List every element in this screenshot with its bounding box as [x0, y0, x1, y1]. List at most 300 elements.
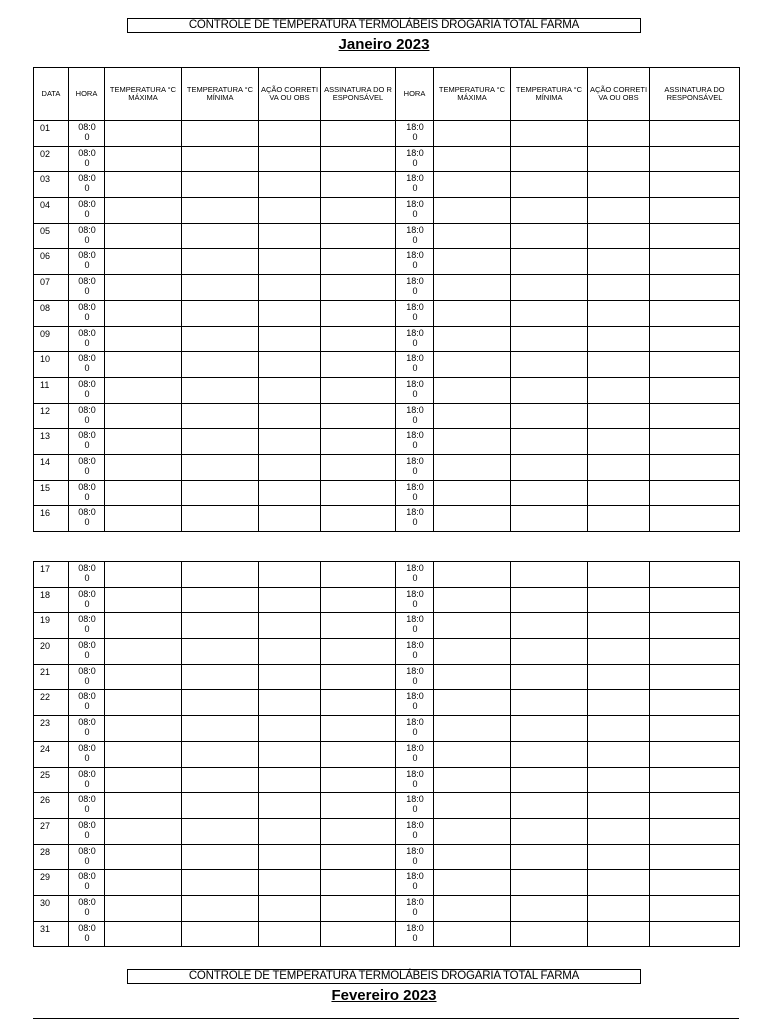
assinatura-cell-2[interactable] — [650, 275, 740, 301]
assinatura-cell-2[interactable] — [650, 352, 740, 378]
assinatura-cell[interactable] — [321, 818, 396, 844]
assinatura-cell[interactable] — [321, 506, 396, 532]
assinatura-cell[interactable] — [321, 741, 396, 767]
temp-min-cell-2[interactable] — [511, 716, 588, 742]
acao-cell-2[interactable] — [588, 664, 650, 690]
hora-cell: 08:00 — [69, 275, 105, 301]
temp-min-cell-2[interactable] — [511, 326, 588, 352]
assinatura-cell-2[interactable] — [650, 716, 740, 742]
temp-min-cell-2[interactable] — [511, 454, 588, 480]
table-row — [34, 275, 740, 301]
day-cell: 02 — [34, 146, 69, 172]
assinatura-cell[interactable] — [321, 716, 396, 742]
table-row — [34, 613, 740, 639]
hora-cell-2: 18:00 — [396, 639, 434, 665]
temp-min-cell[interactable] — [182, 249, 259, 275]
acao-cell-2[interactable] — [588, 690, 650, 716]
acao-cell-2[interactable] — [588, 793, 650, 819]
temp-max-cell-2[interactable] — [434, 587, 511, 613]
table-row — [34, 249, 740, 275]
acao-cell-2[interactable] — [588, 146, 650, 172]
temp-max-cell-2[interactable] — [434, 326, 511, 352]
temp-max-cell-2[interactable] — [434, 480, 511, 506]
temp-min-cell-2[interactable] — [511, 429, 588, 455]
hora-cell: 08:00 — [69, 223, 105, 249]
acao-cell-2[interactable] — [588, 639, 650, 665]
hora-cell: 08:00 — [69, 767, 105, 793]
temp-min-cell[interactable] — [182, 818, 259, 844]
hora-cell-2: 18:00 — [396, 741, 434, 767]
temp-min-cell[interactable] — [182, 377, 259, 403]
assinatura-cell[interactable] — [321, 895, 396, 921]
day-cell: 26 — [34, 793, 69, 819]
temp-min-cell[interactable] — [182, 146, 259, 172]
temp-max-cell[interactable] — [105, 741, 182, 767]
assinatura-cell-2[interactable] — [650, 639, 740, 665]
acao-cell[interactable] — [259, 690, 321, 716]
acao-cell[interactable] — [259, 326, 321, 352]
assinatura-cell[interactable] — [321, 454, 396, 480]
temp-min-cell[interactable] — [182, 844, 259, 870]
temp-min-cell[interactable] — [182, 403, 259, 429]
temp-min-cell[interactable] — [182, 562, 259, 588]
assinatura-cell-2[interactable] — [650, 249, 740, 275]
temp-min-cell-2[interactable] — [511, 818, 588, 844]
day-cell: 29 — [34, 870, 69, 896]
acao-cell[interactable] — [259, 377, 321, 403]
temp-min-cell-2[interactable] — [511, 377, 588, 403]
assinatura-cell-2[interactable] — [650, 198, 740, 224]
hora-cell-2: 18:00 — [396, 921, 434, 947]
temp-min-cell[interactable] — [182, 429, 259, 455]
assinatura-cell-2[interactable] — [650, 223, 740, 249]
temp-max-cell[interactable] — [105, 562, 182, 588]
hora-cell-2: 18:00 — [396, 249, 434, 275]
temp-min-cell-2[interactable] — [511, 793, 588, 819]
hora-cell-2: 18:00 — [396, 664, 434, 690]
acao-cell-2[interactable] — [588, 818, 650, 844]
temp-min-cell[interactable] — [182, 639, 259, 665]
temp-max-cell-2[interactable] — [434, 767, 511, 793]
assinatura-cell-2[interactable] — [650, 793, 740, 819]
assinatura-cell[interactable] — [321, 844, 396, 870]
acao-cell-2[interactable] — [588, 844, 650, 870]
assinatura-cell-2[interactable] — [650, 454, 740, 480]
temp-min-cell-2[interactable] — [511, 741, 588, 767]
temp-max-cell-2[interactable] — [434, 506, 511, 532]
temp-min-cell-2[interactable] — [511, 146, 588, 172]
temp-max-cell[interactable] — [105, 844, 182, 870]
temp-max-cell[interactable] — [105, 793, 182, 819]
hora-cell-2: 18:00 — [396, 300, 434, 326]
temp-max-cell-2[interactable] — [434, 844, 511, 870]
col-header-assinatura: ASSINATURA DO RESPONSÁVEL — [321, 68, 396, 121]
temp-max-cell[interactable] — [105, 377, 182, 403]
temp-min-cell[interactable] — [182, 793, 259, 819]
acao-cell[interactable] — [259, 480, 321, 506]
assinatura-cell-2[interactable] — [650, 429, 740, 455]
temp-max-cell[interactable] — [105, 870, 182, 896]
assinatura-cell-2[interactable] — [650, 326, 740, 352]
hora-cell-2: 18:00 — [396, 818, 434, 844]
col-header-temp-max-2: TEMPERATURA °C MÁXIMA — [434, 68, 511, 121]
temp-max-cell-2[interactable] — [434, 921, 511, 947]
temp-min-cell[interactable] — [182, 690, 259, 716]
hora-cell-2: 18:00 — [396, 767, 434, 793]
temp-max-cell[interactable] — [105, 818, 182, 844]
temp-min-cell[interactable] — [182, 352, 259, 378]
acao-cell[interactable] — [259, 793, 321, 819]
temp-min-cell[interactable] — [182, 326, 259, 352]
acao-cell-2[interactable] — [588, 326, 650, 352]
temp-min-cell-2[interactable] — [511, 121, 588, 147]
temp-max-cell[interactable] — [105, 921, 182, 947]
temp-min-cell-2[interactable] — [511, 480, 588, 506]
acao-cell-2[interactable] — [588, 121, 650, 147]
acao-cell[interactable] — [259, 249, 321, 275]
temp-max-cell-2[interactable] — [434, 613, 511, 639]
table-row — [34, 716, 740, 742]
assinatura-cell[interactable] — [321, 664, 396, 690]
temp-max-cell[interactable] — [105, 249, 182, 275]
acao-cell[interactable] — [259, 587, 321, 613]
assinatura-cell-2[interactable] — [650, 613, 740, 639]
acao-cell-2[interactable] — [588, 454, 650, 480]
temp-min-cell-2[interactable] — [511, 664, 588, 690]
assinatura-cell[interactable] — [321, 613, 396, 639]
temp-min-cell-2[interactable] — [511, 844, 588, 870]
assinatura-cell-2[interactable] — [650, 587, 740, 613]
day-cell: 15 — [34, 480, 69, 506]
temp-max-cell-2[interactable] — [434, 249, 511, 275]
temp-min-cell-2[interactable] — [511, 223, 588, 249]
table-header-row — [34, 68, 740, 121]
assinatura-cell[interactable] — [321, 146, 396, 172]
temp-max-cell[interactable] — [105, 300, 182, 326]
table-row — [34, 480, 740, 506]
temp-max-cell-2[interactable] — [434, 429, 511, 455]
temp-min-cell-2[interactable] — [511, 506, 588, 532]
assinatura-cell[interactable] — [321, 223, 396, 249]
temp-min-cell[interactable] — [182, 172, 259, 198]
assinatura-cell-2[interactable] — [650, 741, 740, 767]
acao-cell[interactable] — [259, 454, 321, 480]
acao-cell[interactable] — [259, 639, 321, 665]
acao-cell-2[interactable] — [588, 921, 650, 947]
table-row — [34, 639, 740, 665]
acao-cell-2[interactable] — [588, 300, 650, 326]
temp-max-cell[interactable] — [105, 198, 182, 224]
temp-max-cell[interactable] — [105, 275, 182, 301]
acao-cell[interactable] — [259, 895, 321, 921]
temp-max-cell-2[interactable] — [434, 223, 511, 249]
hora-cell: 08:00 — [69, 921, 105, 947]
assinatura-cell-2[interactable] — [650, 870, 740, 896]
acao-cell-2[interactable] — [588, 377, 650, 403]
temp-max-cell-2[interactable] — [434, 690, 511, 716]
assinatura-cell-2[interactable] — [650, 172, 740, 198]
assinatura-cell[interactable] — [321, 587, 396, 613]
temp-min-cell[interactable] — [182, 480, 259, 506]
form-title-2: CONTROLE DE TEMPERATURA TERMOLÁBEIS DROGARIA TOTAL FARMA — [127, 969, 641, 984]
assinatura-cell[interactable] — [321, 326, 396, 352]
temp-min-cell[interactable] — [182, 223, 259, 249]
assinatura-cell[interactable] — [321, 870, 396, 896]
acao-cell[interactable] — [259, 870, 321, 896]
temp-min-cell-2[interactable] — [511, 403, 588, 429]
assinatura-cell[interactable] — [321, 172, 396, 198]
hora-cell-2: 18:00 — [396, 690, 434, 716]
assinatura-cell-2[interactable] — [650, 506, 740, 532]
acao-cell-2[interactable] — [588, 480, 650, 506]
acao-cell[interactable] — [259, 429, 321, 455]
temp-max-cell[interactable] — [105, 506, 182, 532]
acao-cell-2[interactable] — [588, 613, 650, 639]
assinatura-cell-2[interactable] — [650, 480, 740, 506]
temp-max-cell-2[interactable] — [434, 639, 511, 665]
temp-min-cell-2[interactable] — [511, 613, 588, 639]
temp-min-cell[interactable] — [182, 767, 259, 793]
assinatura-cell[interactable] — [321, 121, 396, 147]
temp-min-cell-2[interactable] — [511, 587, 588, 613]
assinatura-cell-2[interactable] — [650, 300, 740, 326]
temp-max-cell[interactable] — [105, 895, 182, 921]
temp-min-cell[interactable] — [182, 921, 259, 947]
acao-cell[interactable] — [259, 275, 321, 301]
assinatura-cell-2[interactable] — [650, 921, 740, 947]
temp-min-cell[interactable] — [182, 870, 259, 896]
temp-max-cell[interactable] — [105, 587, 182, 613]
temp-max-cell[interactable] — [105, 172, 182, 198]
temp-max-cell-2[interactable] — [434, 198, 511, 224]
temp-max-cell[interactable] — [105, 480, 182, 506]
acao-cell[interactable] — [259, 172, 321, 198]
assinatura-cell-2[interactable] — [650, 403, 740, 429]
acao-cell[interactable] — [259, 613, 321, 639]
table-row — [34, 454, 740, 480]
assinatura-cell[interactable] — [321, 793, 396, 819]
temp-max-cell[interactable] — [105, 639, 182, 665]
acao-cell-2[interactable] — [588, 198, 650, 224]
acao-cell-2[interactable] — [588, 506, 650, 532]
acao-cell-2[interactable] — [588, 562, 650, 588]
acao-cell[interactable] — [259, 506, 321, 532]
assinatura-cell-2[interactable] — [650, 690, 740, 716]
temp-max-cell-2[interactable] — [434, 716, 511, 742]
temp-max-cell-2[interactable] — [434, 352, 511, 378]
assinatura-cell-2[interactable] — [650, 767, 740, 793]
temp-min-cell-2[interactable] — [511, 249, 588, 275]
assinatura-cell[interactable] — [321, 249, 396, 275]
hora-cell-2: 18:00 — [396, 326, 434, 352]
temp-max-cell[interactable] — [105, 690, 182, 716]
hora-cell: 08:00 — [69, 587, 105, 613]
assinatura-cell-2[interactable] — [650, 844, 740, 870]
acao-cell-2[interactable] — [588, 403, 650, 429]
day-cell: 11 — [34, 377, 69, 403]
temp-min-cell[interactable] — [182, 895, 259, 921]
temp-min-cell-2[interactable] — [511, 352, 588, 378]
temp-max-cell-2[interactable] — [434, 818, 511, 844]
acao-cell-2[interactable] — [588, 275, 650, 301]
temp-max-cell[interactable] — [105, 454, 182, 480]
col-header-assinatura-2: ASSINATURA DO RESPONSÁVEL — [650, 68, 740, 121]
temp-max-cell-2[interactable] — [434, 121, 511, 147]
acao-cell[interactable] — [259, 844, 321, 870]
temp-max-cell[interactable] — [105, 146, 182, 172]
assinatura-cell-2[interactable] — [650, 562, 740, 588]
temp-max-cell-2[interactable] — [434, 793, 511, 819]
temp-min-cell-2[interactable] — [511, 562, 588, 588]
temp-min-cell[interactable] — [182, 300, 259, 326]
temp-min-cell[interactable] — [182, 454, 259, 480]
temp-min-cell[interactable] — [182, 198, 259, 224]
temp-max-cell-2[interactable] — [434, 146, 511, 172]
col-header-data: DATA — [34, 68, 69, 121]
acao-cell[interactable] — [259, 121, 321, 147]
assinatura-cell[interactable] — [321, 767, 396, 793]
acao-cell-2[interactable] — [588, 895, 650, 921]
hora-cell: 08:00 — [69, 146, 105, 172]
acao-cell-2[interactable] — [588, 870, 650, 896]
temp-min-cell[interactable] — [182, 506, 259, 532]
temp-max-cell[interactable] — [105, 352, 182, 378]
temp-max-cell-2[interactable] — [434, 275, 511, 301]
temp-min-cell-2[interactable] — [511, 198, 588, 224]
assinatura-cell[interactable] — [321, 198, 396, 224]
hora-cell-2: 18:00 — [396, 480, 434, 506]
temp-max-cell-2[interactable] — [434, 377, 511, 403]
temp-max-cell[interactable] — [105, 664, 182, 690]
temp-max-cell[interactable] — [105, 121, 182, 147]
acao-cell[interactable] — [259, 403, 321, 429]
hora-cell-2: 18:00 — [396, 172, 434, 198]
temp-min-cell-2[interactable] — [511, 639, 588, 665]
temp-max-cell-2[interactable] — [434, 895, 511, 921]
temp-max-cell[interactable] — [105, 403, 182, 429]
acao-cell[interactable] — [259, 716, 321, 742]
table-row — [34, 121, 740, 147]
day-cell: 01 — [34, 121, 69, 147]
assinatura-cell-2[interactable] — [650, 121, 740, 147]
table-row — [34, 223, 740, 249]
assinatura-cell[interactable] — [321, 921, 396, 947]
acao-cell-2[interactable] — [588, 352, 650, 378]
temp-max-cell-2[interactable] — [434, 741, 511, 767]
temp-max-cell[interactable] — [105, 326, 182, 352]
temp-max-cell-2[interactable] — [434, 454, 511, 480]
temp-min-cell[interactable] — [182, 275, 259, 301]
acao-cell-2[interactable] — [588, 767, 650, 793]
day-cell: 09 — [34, 326, 69, 352]
acao-cell-2[interactable] — [588, 172, 650, 198]
acao-cell[interactable] — [259, 741, 321, 767]
temp-min-cell[interactable] — [182, 121, 259, 147]
acao-cell[interactable] — [259, 664, 321, 690]
temp-max-cell-2[interactable] — [434, 300, 511, 326]
hora-cell: 08:00 — [69, 895, 105, 921]
acao-cell[interactable] — [259, 300, 321, 326]
temp-max-cell-2[interactable] — [434, 562, 511, 588]
temp-min-cell[interactable] — [182, 741, 259, 767]
day-cell: 28 — [34, 844, 69, 870]
temp-min-cell[interactable] — [182, 716, 259, 742]
assinatura-cell[interactable] — [321, 639, 396, 665]
temp-max-cell[interactable] — [105, 613, 182, 639]
temp-min-cell[interactable] — [182, 664, 259, 690]
temp-min-cell-2[interactable] — [511, 870, 588, 896]
assinatura-cell[interactable] — [321, 275, 396, 301]
assinatura-cell[interactable] — [321, 377, 396, 403]
table-row — [34, 690, 740, 716]
day-cell: 04 — [34, 198, 69, 224]
day-cell: 10 — [34, 352, 69, 378]
temp-min-cell[interactable] — [182, 613, 259, 639]
acao-cell[interactable] — [259, 198, 321, 224]
table-row — [34, 352, 740, 378]
acao-cell[interactable] — [259, 146, 321, 172]
temp-min-cell-2[interactable] — [511, 921, 588, 947]
temp-max-cell[interactable] — [105, 429, 182, 455]
assinatura-cell-2[interactable] — [650, 377, 740, 403]
temp-min-cell-2[interactable] — [511, 172, 588, 198]
acao-cell-2[interactable] — [588, 741, 650, 767]
day-cell: 07 — [34, 275, 69, 301]
col-header-hora-2: HORA — [396, 68, 434, 121]
temp-min-cell-2[interactable] — [511, 767, 588, 793]
temp-min-cell[interactable] — [182, 587, 259, 613]
hora-cell: 08:00 — [69, 429, 105, 455]
assinatura-cell[interactable] — [321, 403, 396, 429]
acao-cell-2[interactable] — [588, 587, 650, 613]
assinatura-cell[interactable] — [321, 300, 396, 326]
temp-min-cell-2[interactable] — [511, 300, 588, 326]
temp-max-cell-2[interactable] — [434, 403, 511, 429]
temp-max-cell-2[interactable] — [434, 664, 511, 690]
hora-cell: 08:00 — [69, 403, 105, 429]
assinatura-cell-2[interactable] — [650, 664, 740, 690]
temp-min-cell-2[interactable] — [511, 275, 588, 301]
temp-max-cell[interactable] — [105, 767, 182, 793]
temp-min-cell-2[interactable] — [511, 690, 588, 716]
acao-cell-2[interactable] — [588, 223, 650, 249]
acao-cell[interactable] — [259, 767, 321, 793]
temp-min-cell-2[interactable] — [511, 895, 588, 921]
temp-max-cell-2[interactable] — [434, 870, 511, 896]
assinatura-cell[interactable] — [321, 480, 396, 506]
acao-cell-2[interactable] — [588, 429, 650, 455]
temperature-log-table — [33, 67, 740, 532]
acao-cell-2[interactable] — [588, 716, 650, 742]
assinatura-cell[interactable] — [321, 352, 396, 378]
temp-max-cell[interactable] — [105, 223, 182, 249]
assinatura-cell[interactable] — [321, 690, 396, 716]
acao-cell-2[interactable] — [588, 249, 650, 275]
assinatura-cell-2[interactable] — [650, 818, 740, 844]
acao-cell[interactable] — [259, 352, 321, 378]
assinatura-cell[interactable] — [321, 429, 396, 455]
acao-cell[interactable] — [259, 921, 321, 947]
acao-cell[interactable] — [259, 562, 321, 588]
assinatura-cell-2[interactable] — [650, 895, 740, 921]
assinatura-cell-2[interactable] — [650, 146, 740, 172]
temp-max-cell[interactable] — [105, 716, 182, 742]
acao-cell[interactable] — [259, 818, 321, 844]
temp-max-cell-2[interactable] — [434, 172, 511, 198]
hora-cell: 08:00 — [69, 793, 105, 819]
assinatura-cell[interactable] — [321, 562, 396, 588]
acao-cell[interactable] — [259, 223, 321, 249]
